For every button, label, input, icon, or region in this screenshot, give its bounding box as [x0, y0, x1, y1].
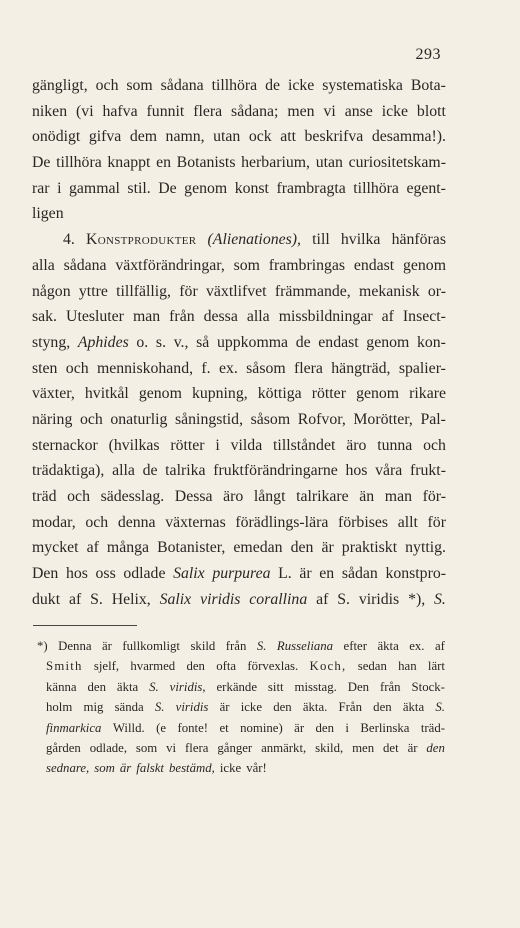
word: hänföras — [391, 231, 446, 249]
word: i — [57, 179, 62, 197]
word: alla — [246, 308, 270, 326]
word: såsom — [246, 359, 286, 377]
word: sådana — [63, 256, 107, 274]
word: gammal — [69, 179, 120, 197]
word: tunna — [377, 436, 413, 454]
word: curiositetskam- — [348, 154, 446, 172]
word: träd- — [420, 720, 445, 735]
word: är — [294, 720, 305, 735]
word: purpurea — [212, 565, 271, 583]
word: gården — [46, 740, 81, 755]
word: från — [169, 308, 195, 326]
word: trädaktiga), — [32, 462, 105, 480]
word: Russeliana — [276, 639, 334, 653]
word: icke — [381, 102, 408, 120]
word: flera — [185, 740, 209, 755]
word: äkta — [402, 700, 425, 715]
word: fullkomligt — [122, 639, 180, 653]
word: som — [126, 77, 153, 94]
word: *) — [37, 639, 48, 653]
footnote-line — [37, 738, 445, 758]
word: förvexlas. — [247, 659, 299, 674]
word: växternas — [165, 513, 226, 531]
word: genom — [402, 256, 446, 274]
word: och — [423, 436, 446, 454]
text-line — [32, 587, 446, 613]
word: äro — [346, 436, 367, 454]
word: Utesluter — [66, 308, 124, 326]
word: onödigt — [32, 128, 81, 146]
word: den — [186, 659, 205, 674]
text-line — [32, 73, 446, 99]
footnote-divider — [33, 625, 137, 626]
word: Koch, — [309, 659, 347, 674]
word: ex. — [218, 359, 238, 377]
word: lärt — [427, 659, 445, 674]
word: tillhöra — [353, 179, 399, 197]
word: hos — [65, 565, 88, 583]
word: (e — [156, 720, 167, 735]
word: såningstid, — [175, 410, 244, 428]
text-line — [32, 150, 446, 176]
word: sednare, — [46, 761, 90, 776]
word: beskrifva — [304, 128, 364, 146]
text-line — [32, 356, 446, 382]
word: desamma!). — [371, 128, 446, 146]
word: från — [379, 679, 401, 694]
word: Stock- — [411, 679, 445, 694]
word: Morötter, — [353, 410, 413, 428]
word: genom — [366, 333, 410, 351]
word: flera — [193, 102, 223, 120]
word: de — [142, 462, 158, 480]
word: växtlifvet — [206, 282, 267, 300]
word: man — [384, 488, 412, 505]
text-line — [32, 433, 446, 459]
footnote — [37, 636, 445, 779]
word: den — [290, 539, 314, 557]
word: (vi — [76, 102, 94, 120]
word: S. — [337, 590, 350, 608]
word: Rofvor, — [297, 410, 346, 428]
word: S. — [154, 700, 165, 715]
footnote-line — [37, 677, 445, 697]
word: Salix — [159, 590, 192, 608]
word: af — [316, 590, 329, 608]
word: anse — [344, 102, 373, 120]
footnote-marker: *), — [408, 590, 426, 608]
word: holm — [46, 700, 73, 715]
word: tillhöra — [56, 154, 102, 172]
word: hos — [345, 462, 368, 480]
text-line — [32, 304, 446, 330]
word: nomine) — [240, 720, 283, 735]
word: hängträd, — [331, 359, 391, 377]
word: S. — [149, 679, 159, 694]
word: för — [427, 513, 446, 531]
word: sjelf, — [93, 659, 120, 674]
word: är — [299, 565, 312, 583]
word: man — [132, 308, 161, 326]
word: äkta — [377, 639, 399, 653]
word: egent- — [406, 179, 446, 197]
word: uppkomma — [216, 333, 289, 351]
section-heading-line — [32, 227, 446, 253]
word: för — [179, 282, 198, 300]
text-line — [32, 510, 446, 536]
word: köttiga — [257, 385, 302, 403]
word: hvitkål — [84, 385, 129, 403]
text-line — [32, 561, 446, 587]
word: rikare — [409, 385, 446, 403]
word: i — [215, 436, 220, 454]
word: De — [158, 179, 177, 197]
word: äkta. — [302, 700, 328, 715]
word: vår! — [246, 761, 267, 776]
word: praktiskt — [341, 539, 398, 557]
word: sak. — [32, 308, 58, 326]
word: såsom — [250, 410, 291, 428]
word: De — [32, 154, 51, 172]
word: af — [68, 590, 82, 608]
text-line — [32, 381, 446, 407]
word: kon- — [416, 333, 446, 351]
word: från — [225, 639, 247, 653]
word: corallina — [249, 590, 308, 608]
word: v., — [173, 333, 189, 351]
word: Från — [338, 700, 362, 715]
word: sedan — [357, 659, 387, 674]
word: styng, — [32, 333, 71, 351]
word: växtförändringar, — [115, 256, 225, 274]
word: S. — [435, 700, 445, 715]
word: stil. — [127, 179, 151, 197]
word: vi — [323, 102, 336, 120]
word: namn, — [165, 128, 205, 146]
word: främmande, — [274, 282, 351, 300]
word: finmarkica — [46, 720, 102, 735]
word: viridis, — [169, 679, 206, 694]
word: hafva — [102, 102, 138, 120]
word: mig — [83, 700, 104, 715]
word: Salix — [173, 565, 205, 583]
word: s. — [155, 333, 167, 351]
word: än — [359, 488, 375, 505]
word: tillståndet — [273, 436, 336, 454]
word: Botanister, — [157, 539, 226, 557]
page-number: 293 — [415, 46, 441, 63]
word: genom — [184, 179, 228, 197]
text-line — [32, 176, 446, 202]
word: en — [319, 565, 335, 583]
word: viridis — [358, 590, 400, 608]
word: sternackor — [32, 436, 98, 454]
word: Smith — [46, 659, 83, 674]
word: förbises — [338, 513, 389, 531]
word: modar, — [32, 513, 76, 531]
word: dessa — [203, 308, 238, 326]
text-line — [32, 124, 446, 150]
word: den — [373, 700, 392, 715]
word: systematiska — [322, 77, 403, 94]
word: till — [312, 231, 330, 249]
word: falskt — [136, 761, 164, 776]
word: talrikare — [296, 488, 349, 505]
word: (hvilkas — [108, 436, 160, 454]
word: 4. — [63, 231, 75, 249]
word: S. — [90, 590, 103, 608]
word: sända — [114, 700, 144, 715]
word: icke — [240, 700, 263, 715]
word: blott — [416, 102, 446, 120]
text-line — [32, 201, 446, 227]
word: är — [101, 639, 112, 653]
word: det — [383, 740, 399, 755]
word: och — [79, 410, 103, 428]
word: som — [135, 740, 158, 755]
word: af — [434, 639, 445, 653]
footnote-line — [37, 718, 445, 738]
word: oss — [95, 565, 116, 583]
word: långt — [253, 488, 286, 505]
word: Insect- — [402, 308, 446, 326]
word: den — [273, 700, 292, 715]
word: frambringas — [268, 256, 346, 274]
word: (Alienationes), — [207, 231, 301, 249]
word: niken — [32, 102, 68, 120]
word: sådana; — [231, 102, 279, 120]
word: odlade, — [89, 740, 128, 755]
word: et — [219, 720, 229, 735]
word: dukt — [32, 590, 61, 608]
text-line — [32, 253, 446, 279]
word: rötter — [170, 436, 205, 454]
word: Aphides — [77, 333, 129, 351]
word: våra — [375, 462, 403, 480]
word: skild — [190, 639, 216, 653]
word: och — [67, 488, 90, 505]
word: att — [280, 128, 296, 146]
word: många — [106, 539, 150, 557]
word: anmärkt, — [261, 740, 307, 755]
text-line — [32, 99, 446, 125]
word: af — [381, 308, 394, 326]
word: som — [233, 256, 260, 274]
word: men — [352, 740, 375, 755]
word: viridis — [175, 700, 209, 715]
word: rötter — [311, 385, 346, 403]
word: och — [85, 513, 109, 531]
word: rar — [32, 179, 50, 197]
word: allt — [397, 513, 418, 531]
word: icke — [219, 761, 242, 776]
word: icke — [287, 77, 315, 94]
word: Willd. — [112, 720, 145, 735]
word: denna — [117, 513, 156, 531]
text-line — [32, 484, 446, 510]
word: endast — [353, 256, 395, 274]
word: sädesslag. — [100, 488, 165, 505]
word: gängligt, — [32, 77, 88, 94]
word: knappt — [107, 154, 151, 172]
word: är — [119, 761, 132, 776]
word: kupning, — [191, 385, 248, 403]
word: ex. — [409, 639, 425, 653]
word: träd — [32, 488, 57, 505]
word: är — [219, 700, 230, 715]
word: fruktförändringarne — [213, 462, 338, 480]
word: så — [196, 333, 210, 351]
word: tillhöra — [211, 77, 258, 94]
word: L. — [278, 565, 292, 583]
word: den — [87, 679, 106, 694]
word: och — [95, 77, 119, 94]
word: någon — [32, 282, 71, 300]
word: af — [86, 539, 99, 557]
word: vi — [166, 740, 177, 755]
word: Denna — [58, 639, 92, 653]
word: funnit — [146, 102, 185, 120]
word: emedan — [233, 539, 283, 557]
word: onaturlig — [110, 410, 168, 428]
word: Berlinska — [360, 720, 410, 735]
word: sten — [32, 359, 58, 377]
word: för- — [422, 488, 446, 505]
word: som — [94, 761, 115, 776]
word: fonte! — [177, 720, 209, 735]
word: sådana — [160, 77, 204, 94]
word: hvilka — [340, 231, 381, 249]
word: utan — [315, 154, 343, 172]
word: den — [315, 720, 334, 735]
word: Dessa — [174, 488, 213, 505]
word: Pal- — [420, 410, 446, 428]
word: yttre — [78, 282, 108, 300]
word: Botanists — [176, 154, 236, 172]
word: skild, — [315, 740, 344, 755]
word: den — [426, 740, 445, 755]
word: näring — [32, 410, 73, 428]
word: frambragta — [276, 179, 346, 197]
word: en — [156, 154, 171, 172]
word: sådan — [341, 565, 378, 583]
word: alla — [112, 462, 135, 480]
text-line — [32, 458, 446, 484]
word: hvarmed — [130, 659, 176, 674]
word: spalier- — [398, 359, 446, 377]
word: ligen — [32, 205, 64, 223]
word: flera — [294, 359, 323, 377]
word: konstpro- — [385, 565, 446, 583]
word: ock — [248, 128, 272, 146]
word: och — [65, 359, 89, 377]
word: är — [407, 740, 418, 755]
word: herbarium, — [241, 154, 311, 172]
word: efter — [343, 639, 367, 653]
text-line — [32, 330, 446, 356]
word: i — [345, 720, 349, 735]
main-text — [32, 73, 446, 612]
word: mycket — [32, 539, 79, 557]
word: genom — [138, 385, 182, 403]
word: menniskohand, — [96, 359, 194, 377]
word: vilda — [230, 436, 263, 454]
word: f. — [201, 359, 211, 377]
text-line — [32, 407, 446, 433]
word: konst — [234, 179, 269, 197]
text-line — [32, 535, 446, 561]
word: missbildningar — [278, 308, 373, 326]
word: genom — [356, 385, 400, 403]
word: Helix, — [111, 590, 151, 608]
word: erkände — [216, 679, 257, 694]
text-line — [32, 279, 446, 305]
word: ofta — [216, 659, 237, 674]
footnote-line — [37, 697, 445, 717]
word: or- — [427, 282, 446, 300]
word: förädlings-lära — [235, 513, 329, 531]
footnote-line — [37, 656, 445, 676]
word: Den — [347, 679, 370, 694]
word: endast — [318, 333, 359, 351]
word: äkta — [116, 679, 139, 694]
section-heading: Konstprodukter — [86, 231, 197, 249]
word: äro — [223, 488, 244, 505]
word: misstag. — [294, 679, 337, 694]
word: nyttig. — [405, 539, 446, 557]
word: frukt- — [409, 462, 446, 480]
word: gånger — [217, 740, 253, 755]
word: tillfällig, — [116, 282, 171, 300]
word: sitt — [267, 679, 284, 694]
word: de — [295, 333, 311, 351]
word: odlade — [123, 565, 166, 583]
footnote-line — [37, 758, 445, 778]
word: S. — [256, 639, 267, 653]
word: utan — [213, 128, 241, 146]
word: gifva — [88, 128, 122, 146]
word: mekanisk — [359, 282, 420, 300]
word: Bota- — [410, 77, 446, 94]
word: han — [398, 659, 417, 674]
word: bestämd, — [169, 761, 215, 776]
word: känna — [46, 679, 77, 694]
word: växter, — [32, 385, 75, 403]
word: viridis — [200, 590, 241, 608]
word: o. — [136, 333, 149, 351]
word: alla — [32, 256, 55, 274]
word: talrika — [165, 462, 206, 480]
word: är — [321, 539, 334, 557]
word: men — [287, 102, 315, 120]
word: de — [265, 77, 281, 94]
word: S. — [434, 590, 446, 608]
word: Den — [32, 565, 59, 583]
footnote-line — [37, 636, 445, 656]
word: dem — [129, 128, 158, 146]
